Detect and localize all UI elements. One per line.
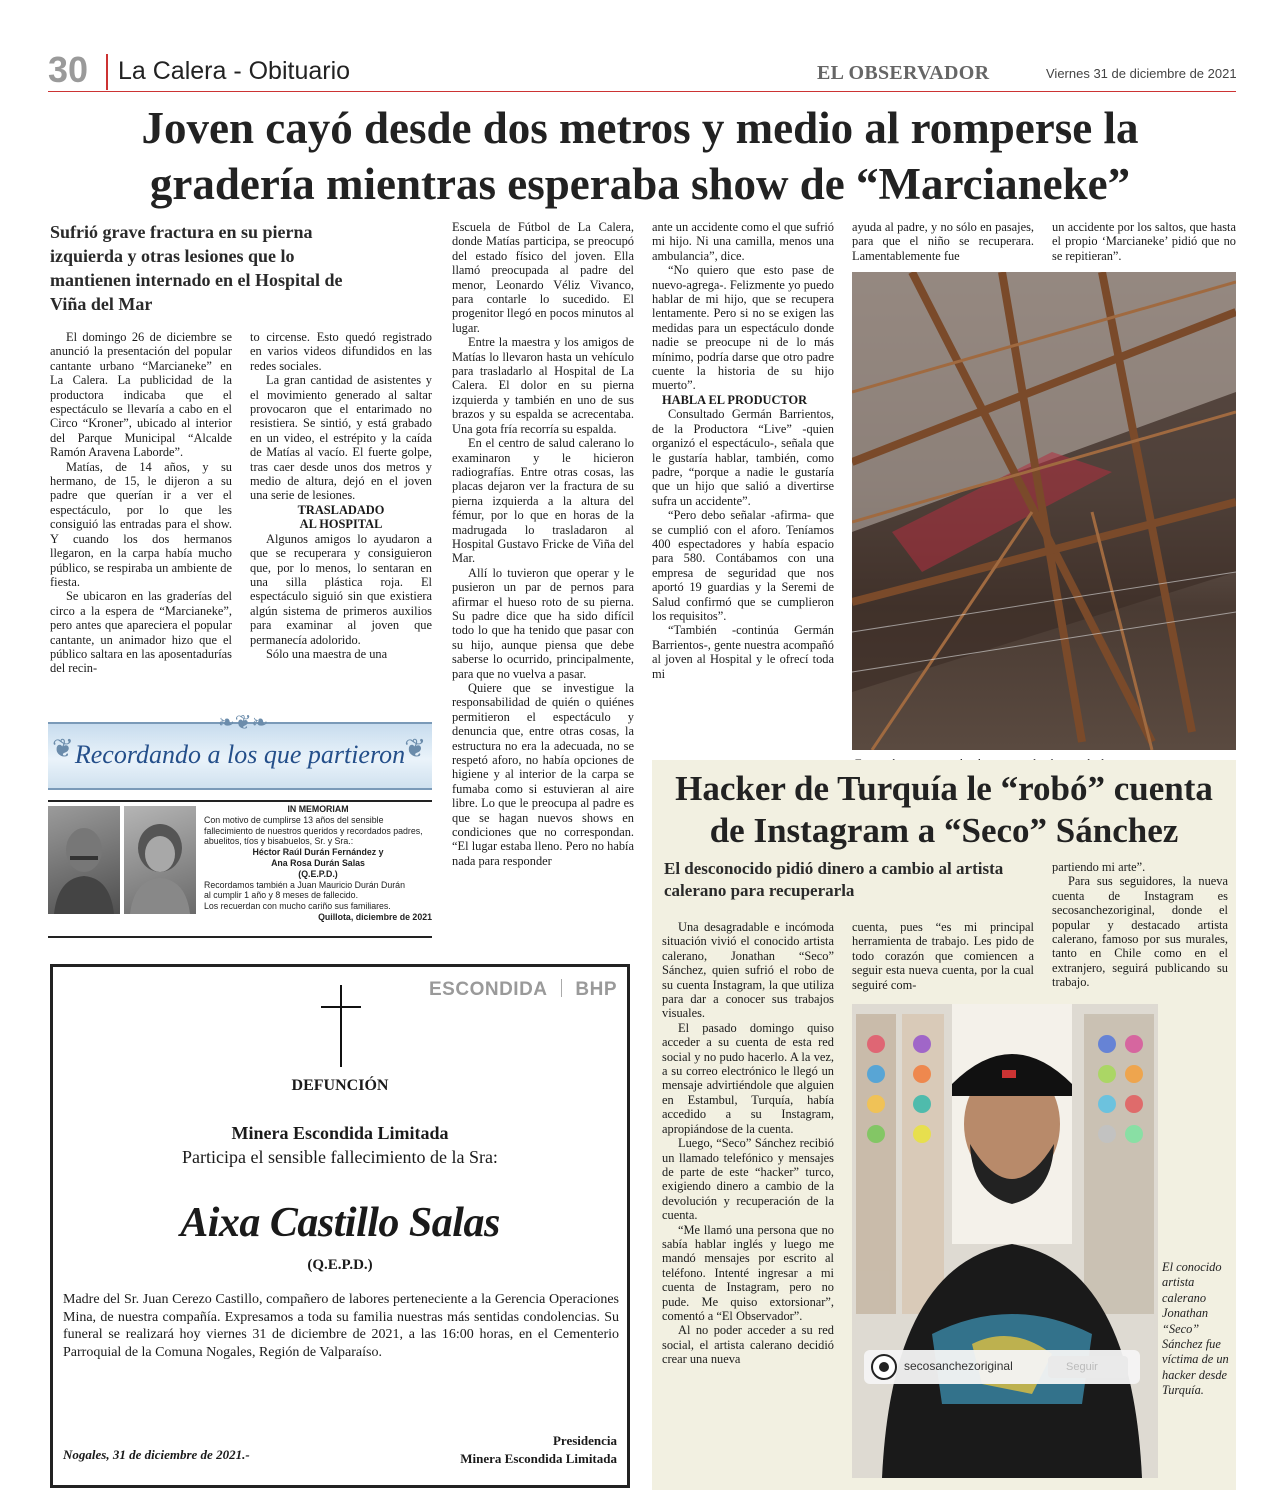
paragraph: to circense. Esto quedó registrado en varios videos difundidos en las redes sociales. [250, 330, 432, 373]
paragraph: Escuela de Fútbol de La Calera, donde Matías participa, se preocupó del estado físico del joven. Ella llamó preocupada al padre del menor, Leonardo Véliz Vivanco, para contarle lo sucedido. El progenitor llegó en pocos minutos al lugar. [452, 220, 634, 335]
instagram-handle: secosanchezoriginal [904, 1359, 1013, 1373]
escondida-logo [429, 979, 617, 1001]
paragraph: El domingo 26 de diciembre se anunció la presentación del popular cantante urbano “Marcianeke” en La Calera. La publicidad de la productora indicaba que el espectáculo se llevaría a cabo en el Circo “Kroner”, ubicado al interior del Parque Municipal “Alcalde Ramón Aravena Laborde”. [50, 330, 232, 460]
paragraph: El pasado domingo quiso acceder a su cuenta de esta red social y no pudo hacerlo. A la vez, a su correo electrónico le llegó un mensaje advirtiéndole que alguien en Estambul, Turquía, había accedido a su Instagram, apropiándose de la cuenta. [662, 1020, 834, 1136]
memoriam-bottom-rule [48, 936, 432, 938]
paragraph: “No quiero que esto pase de nuevo-agrega-. Felizmente yo puedo hablar de mi hijo, que se recupera lentamente. Pero si no se exigen las medidas para un espectáculo donde nadie se preocupe ni de lo más mínimo, podría darse que otro padre cuente la historia de su hijo muerto”. [652, 263, 834, 393]
section-title: La Calera - Obituario [118, 57, 351, 85]
article1-col5 [852, 220, 1034, 263]
memoriam-top-rule [48, 800, 432, 802]
paragraph: Quiere que se investigue la responsabilidad de quién o quiénes permitieron el espectáculo y denuncia que, entre otras cosas, la estructura no era la adecuada, no se respetó aforo, no había opciones de higiene y al interior de la carpa se fumaba como si estuvieran al aire libre. Lo que le preocupa al padre es que se hagan nuevos shows en condiciones que no correspondan. “El lugar estaba lleno. Pero no había nada para responder [452, 681, 634, 868]
defuncion-company: Minera Escondida Limitada [231, 1123, 449, 1143]
logo-bhp: BHP [575, 979, 617, 1000]
article1-subhead: Sufrió grave fractura en su pierna izquierda y otras lesiones que lo mantienen internado en el Hospital de Viña del Mar [50, 222, 343, 314]
memoriam-name2: Ana Rosa Durán Salas [271, 857, 365, 868]
paragraph: Sólo una maestra de una [266, 646, 388, 661]
logo-separator [561, 979, 562, 997]
memoriam-signature: Quillota, diciembre de 2021 [318, 911, 432, 922]
article2-headline: Hacker de Turquía le “robó” cuenta de Instagram a “Seco” Sánchez [675, 769, 1213, 850]
paragraph: Algunos amigos lo ayudaron a que se recuperara y consiguieron que, por lo menos, lo sentaran en una silla plástica roja. El espectáculo siguió sin que existiera algún sistema de primeros auxilios para examinar al joven que permanecía adolorido. [250, 531, 432, 647]
ornament-right-icon: ❦ [404, 734, 426, 763]
paragraph: Al no poder acceder a su red social, el artista calerano decidió crear una nueva [662, 1323, 834, 1367]
header-date: Viernes 31 de diciembre de 2021 [1046, 66, 1237, 81]
article2-subhead: El desconocido pidió dinero a cambio al artista calerano para recuperarla [664, 859, 1004, 900]
memoriam-qepd: (Q.E.P.D.) [298, 868, 338, 879]
memoriam-intro: Con motivo de cumplirse 13 años del sensible fallecimiento de nuestros queridos y recordados padres, abuelitos, tíos y bisabuelos, Sr. y Sra.: [204, 814, 423, 847]
article1-col2 [250, 330, 432, 661]
header-rule [48, 91, 1236, 92]
deceased-qepd: (Q.E.P.D.) [307, 1257, 373, 1273]
memoriam-note2: al cumplir 1 año y 8 meses de fallecido. [204, 890, 359, 901]
paragraph: un accidente por los saltos, que hasta el propio ‘Marcianeke’ pidió que no se repitieran”. [1052, 220, 1236, 263]
memoriam-text [204, 804, 432, 923]
paragraph: Luego, “Seco” Sánchez recibió un llamado telefónico y mensajes de parte de este “hacker” turco, exigiendo dinero a cambio de la devolución y recuperación de la cuenta. [662, 1136, 834, 1223]
paragraph: partiendo mi arte”. [1052, 860, 1146, 874]
defuncion-place-date: Nogales, 31 de diciembre de 2021.- [63, 1447, 250, 1462]
memoriam-name1: Héctor Raúl Durán Fernández y [252, 847, 384, 858]
memoriam-note1: Recordamos también a Juan Mauricio Durán Durán [204, 879, 405, 890]
structure-photo [852, 272, 1236, 750]
ornament-left-icon: ❦ [52, 734, 74, 763]
cross-icon [321, 985, 361, 1067]
paragraph: Matías, de 14 años, y su hermano, de 15, le dijeron a su padre que querían ir a ver el espectáculo, por lo que les consiguió las entradas para el show. Y cuando los dos hermanos llegaron, en la carpa había mucho público, se respiraba un ambiente de fiesta. [50, 459, 232, 589]
defuncion-body: Madre del Sr. Juan Cerezo Castillo, compañero de labores perteneciente a la Gerencia Operaciones Mina, de nuestra compañía. Expresamos a toda su familia nuestras más sentidas condolencias. Su funeral se realizará hoy viernes 31 de diciembre de 2021, a las 16:00 horas, en el Cementerio Parroquial de la Comuna Nogales, Región de Valparaíso. [63, 1292, 619, 1360]
portrait-man [48, 806, 120, 914]
article2-col2 [852, 920, 1034, 992]
paragraph: Una desagradable e incómoda situación vivió el conocido artista calerano, Jonathan “Seco” Sánchez, quien sufrió el robo de su cuenta Instagram, la que utiliza para dar a conocer sus trabajos visuales. [662, 920, 834, 1021]
article1-col4 [652, 220, 834, 681]
defuncion-sign2: Minera Escondida Limitada [460, 1451, 617, 1466]
portrait-woman [124, 806, 196, 914]
article2-col3 [1052, 860, 1228, 990]
memoriam-title: IN MEMORIAM [287, 804, 349, 814]
structure-illustration [852, 272, 1236, 750]
ornament-top-icon: ❧❦❧ [218, 712, 269, 734]
paragraph: La gran cantidad de asistentes y el movimiento generado al saltar provocaron que el entarimado no resistiera. Se sintió, y está grabado en un video, el estrépito y la caída de Matías al vacío. El fuerte golpe, tras caer desde unos dos metros y medio de altura, dejó en el joven una serie de lesiones. [250, 373, 432, 503]
header-divider [106, 54, 108, 90]
memoriam-banner [48, 712, 432, 790]
article2-col1 [662, 920, 834, 1367]
paragraph: ayuda al padre, y no sólo en pasajes, para que el niño se recuperara. Lamentablemente fue [852, 220, 1034, 263]
subtitle-productor: HABLA EL PRODUCTOR [662, 392, 808, 407]
paragraph: En el centro de salud calerano lo examinaron y le hicieron radiografías. Entre otras cosas, las placas dejaron ver la fractura de su pierna izquierda a la altura del fémur, por lo que en horas de la madrugada lo trasladaron al Hospital Gustavo Fricke de Viña del Mar. [452, 436, 634, 566]
defuncion-participa: Participa el sensible fallecimiento de la Sra: [182, 1147, 498, 1167]
paragraph: Allí lo tuvieron que operar y le pusieron un par de pernos para afirmar el hueso roto de su pierna. Su padre dice que ha sido difícil todo lo que ha tenido que pasar con su hijo, aunque piensa que debe saberse lo ocurrido, principalmente, para que no vuelva a pasar. [452, 565, 634, 681]
paragraph: “Pero debo señalar -afirma- que se cumplió con el aforo. Teníamos 400 espectadores y había espacio para 580. Contábamos con una empresa de seguridad que nos aportó 19 guardias y la Seremi de Salud confirmó que se cumplieron los requisitos”. [652, 508, 834, 623]
article1-col3 [452, 220, 634, 868]
paragraph: “Me llamó una persona que no sabía hablar inglés y luego me mandó mensajes por escrito al teléfono. Intenté ingresar a mi cuenta de Instagram, pero no pude. Me quiso extorsionar”, comentó a “El Observador”. [662, 1222, 834, 1323]
artist-photo-caption: El conocido artista calerano Jonathan “Seco” Sánchez fue víctima de un hacker desde Turquía. [1162, 1260, 1229, 1398]
paragraph: Entre la maestra y los amigos de Matías lo llevaron hasta un vehículo para trasladarlo al Hospital de La Calera. El dolor en su pierna izquierda y también en uno de sus brazos y su espalda se acrecentaba. Una gota fría recorría su espalda. [452, 335, 634, 436]
paragraph: cuenta, pues “es mi principal herramienta de trabajo. Les pido de todo corazón que comiencen a seguir esta nueva cuenta, por la cual seguiré com- [852, 920, 1034, 992]
artist-photo [852, 1004, 1158, 1478]
subtitle-trasladado: TRASLADADO AL HOSPITAL [297, 502, 385, 532]
memoriam-banner-text: Recordando a los que partieron [74, 740, 406, 769]
artist-illustration [852, 1004, 1158, 1478]
defuncion-box [50, 964, 630, 1488]
defuncion-sign1: Presidencia [552, 1433, 617, 1448]
instagram-follow-button: Seguir [1066, 1361, 1098, 1373]
logo-escondida: ESCONDIDA [429, 979, 547, 1000]
article1-col6 [1052, 220, 1236, 263]
paragraph: Consultado Germán Barrientos, de la Productora “Live” -quien organizó el espectáculo-, señala que le gustaría hablar, también, como padre, “porque a nadie le gustaría que un hijo que salió a divertirse sufra un accidente”. [652, 407, 834, 508]
paragraph: ante un accidente como el que sufrió mi hijo. Ni una camilla, menos una ambulancia”, dice. [652, 220, 834, 263]
page-number: 30 [48, 49, 89, 90]
portrait-man-illustration [48, 806, 120, 914]
portrait-woman-illustration [124, 806, 196, 914]
deceased-name: Aixa Castillo Salas [180, 1200, 500, 1246]
article1-headline: Joven cayó desde dos metros y medio al romperse la gradería mientras esperaba show de “Marcianeke” [141, 103, 1139, 209]
defuncion-title: DEFUNCIÓN [291, 1077, 389, 1094]
article1-col1 [50, 330, 232, 676]
memoriam-note3: Los recuerdan con mucho cariño sus familiares. [204, 901, 391, 912]
paragraph: “También -continúa Germán Barrientos-, gente nuestra acompañó al joven al Hospital y le ofrecí toda mi [652, 623, 834, 681]
paper-name: EL OBSERVADOR [817, 62, 990, 84]
paragraph: Se ubicaron en las graderías del circo a la espera de “Marcianeke”, pero antes que apareciera el popular cantante, un animador hizo que el público saltara en las aposentadurías del recin- [50, 589, 232, 676]
paragraph: Para sus seguidores, la nueva cuenta de Instagram es secosanchezoriginal, donde el popular y destacado artista calerano, famoso por sus murales, tanto en Chile como en el extranjero, seguirá publicando su trabajo. [1052, 874, 1228, 990]
